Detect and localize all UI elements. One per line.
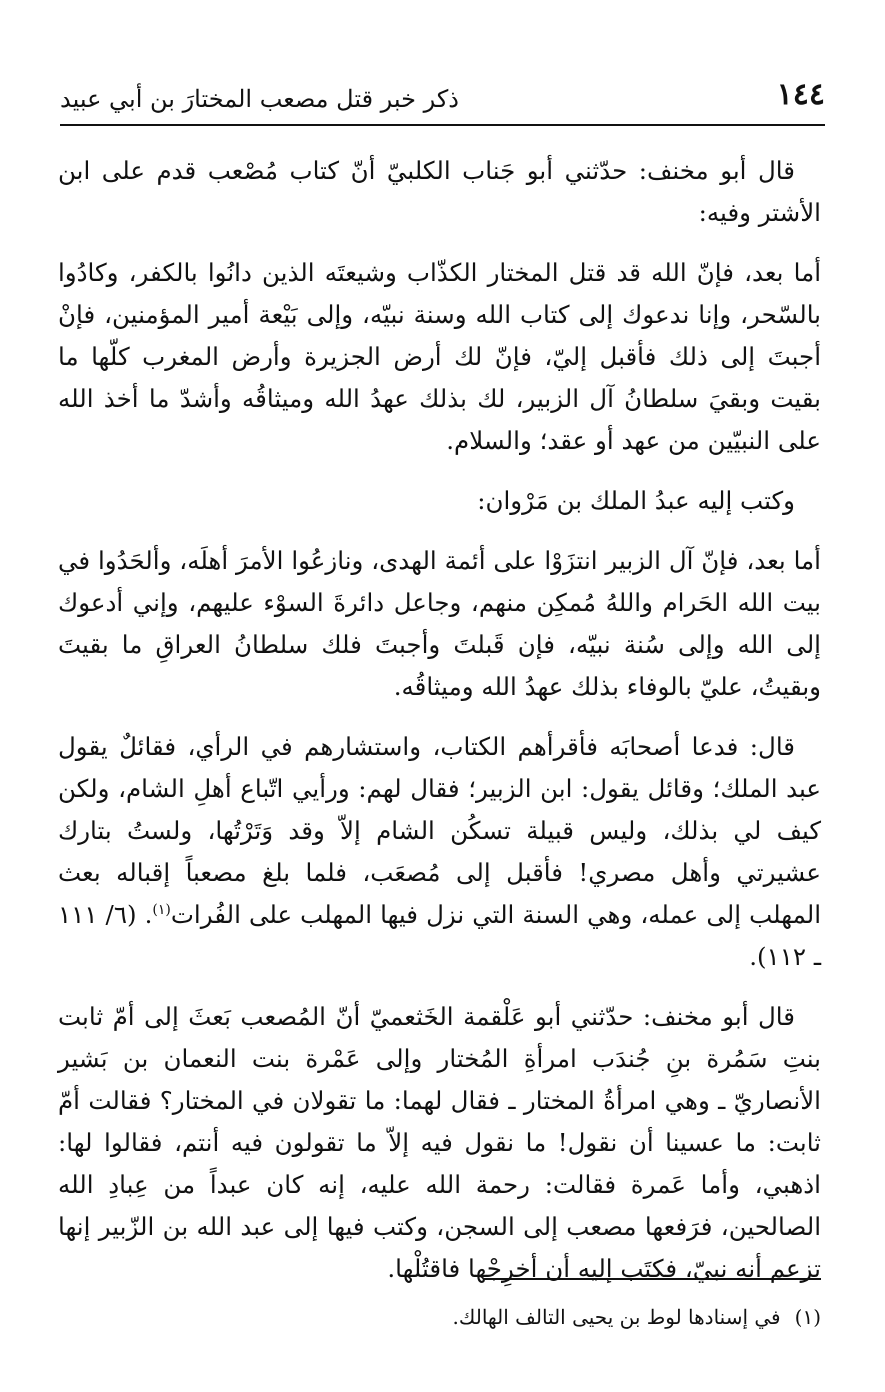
paragraph-narration-1: قال أبو مخنف: حدّثني أبو جَناب الكلبيّ أنّ كتاب مُصْعب قدم على ابن الأشتر وفيه: <box>58 156 821 227</box>
paragraph-letter-musab: أما بعد، فإنّ الله قد قتل المختار الكذّاب وشيعتَه الذين دانُوا بالكفر، وكادُوا بالسّحر، وإنا ندعوك إلى كتاب الله وسنة نبيّه، وإلى بَيْعة أمير المؤمنين، فإنْ أجبتَ إلى ذلك فأقبل إليّ، فإنّ لك أرض الجزيرة وأرض المغرب كلّها ما بقيت وبقيَ سلطانُ آل الزبير، لك بذلك عهدُ الله وميثاقُه وأشدّ ما أخذ الله على النبيّين من عهد أو عقد؛ والسلام. <box>58 258 821 455</box>
main-text <box>58 150 821 1308</box>
footnote <box>60 1302 821 1332</box>
running-title: ذكر خبر قتل مصعب المختارَ بن أبي عبيد <box>60 85 459 113</box>
paragraph-narration-3-text: قال: فدعا أصحابَه فأقرأهم الكتاب، واستشارهم في الرأي، فقائلٌ يقول عبد الملك؛ وقائل يقول: ابن الزبير؛ فقال لهم: ورأيي اتّباع أهلِ الشام، ولكن كيف لي بذلك، وليس قبيلة تسكُن الشام إلاّ وقد وَتَرْتُها، ولستُ بتارك عشيرتي وأهل مصري! فأقبل إلى مُصعَب، فلما بلغ مصعباً إقباله بعث المهلب إلى عمله، وهي السنة التي نزل فيها المهلب على الفُرات <box>58 732 822 929</box>
header-rule <box>60 124 825 126</box>
footnote-number: (١) <box>794 1305 821 1329</box>
paragraph-narration-2: وكتب إليه عبدُ الملك بن مَرْوان: <box>477 486 795 515</box>
footnote-reference[interactable]: (١) <box>152 901 171 918</box>
paragraph-narration-4: قال أبو مخنف: حدّثني أبو عَلْقمة الخَثعميّ أنّ المُصعب بَعثَ إلى أمّ ثابت بنتِ سَمُرة بنِ جُندَب امرأةِ المُختار وإلى عَمْرة بنت النعمان بن بَشير الأنصاريّ ـ وهي امرأةُ المختار ـ فقال لهما: ما تقولان في المختار؟ فقالت أمّ ثابت: ما عسينا أن نقول! ما نقول فيه إلاّ ما تقولون فيه أنتم، فقالوا لها: اذهبي، وأما عَمرة فقالت: رحمة الله عليه، إنه كان عبداً من عِبادِ الله الصالحين، فرَفعها مصعب إلى السجن، وكتب فيها إلى عبد الله بن الزّبير إنها تزعم أنه نبيّ، فكتَب إليه أن أخرِجْها فاقتُلْها. <box>58 1002 821 1283</box>
paragraph-narration-3-tail: . (٦/ ١١١ ـ ١١٢). <box>58 900 821 971</box>
paragraph-letter-abd-al-malik: أما بعد، فإنّ آل الزبير انتزَوْا على أئمة الهدى، ونازعُوا الأمرَ أهلَه، وألحَدُوا في بيت الله الحَرام واللهُ مُمكِن منهم، وجاعل دائرةَ السوْء عليهم، وإني أدعوك إلى الله وإلى سُنة نبيّه، فإن قَبلتَ وأجبتَ فلك سلطانُ العراقِ ما بقيتَ وبقيتُ، عليّ بالوفاء بذلك عهدُ الله وميثاقُه. <box>58 546 821 701</box>
paragraph-narration-3 <box>58 726 821 978</box>
footnote-text: في إسنادها لوط بن يحيى التالف الهالك. <box>452 1305 781 1329</box>
page-number: ١٤٤ <box>776 77 825 112</box>
footnote-rule <box>483 1278 821 1280</box>
page-header <box>60 78 825 120</box>
